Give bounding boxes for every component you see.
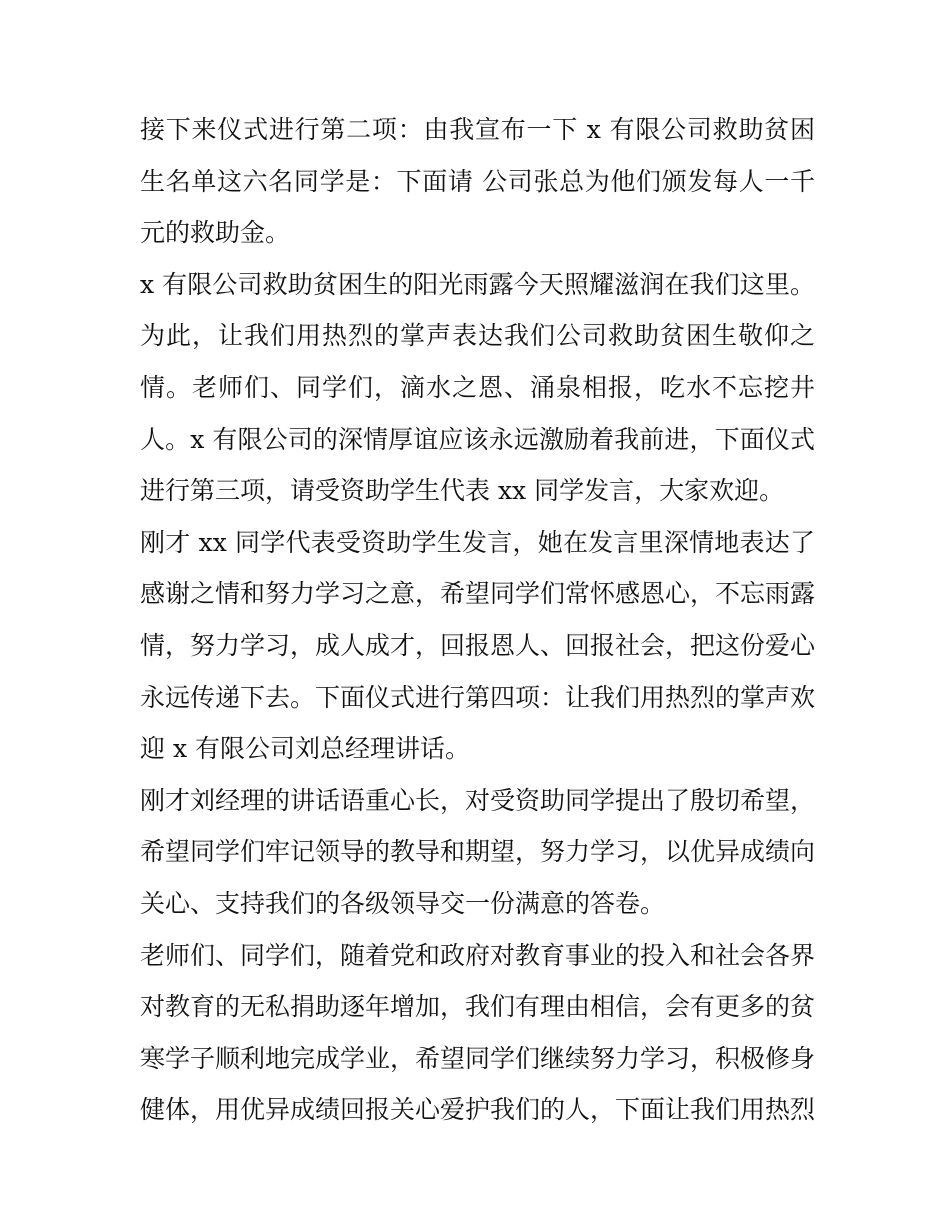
- paragraph-3: 刚才 xx 同学代表受资助学生发言，她在发言里深情地表达了感谢之情和努力学习之意，希望同学们常怀感恩心，不忘雨露情，努力学习，成人成才，回报恩人、回报社会，把这份爱心永远传递下去。下面仪式进行第四项：让我们用热烈的掌声欢迎 x 有限公司刘总经理讲话。: [140, 527, 816, 764]
- paragraph-2: x 有限公司救助贫困生的阳光雨露今天照耀滋润在我们这里。为此，让我们用热烈的掌声表达我们公司救助贫困生敬仰之情。老师们、同学们，滴水之恩、涌泉相报，吃水不忘挖井人。x 有限公司的深情厚谊应该永远激励着我前进，下面仪式进行第三项，请受资助学生代表 xx 同学发言，大家欢迎。: [140, 269, 815, 506]
- paragraph-1: 接下来仪式进行第二项：由我宣布一下 x 有限公司救助贫困生名单这六名同学是：下面请 公司张总为他们颁发每人一千元的救助金。: [140, 115, 815, 248]
- paragraph-5: 老师们、同学们，随着党和政府对教育事业的投入和社会各界对教育的无私捐助逐年增加，我们有理由相信，会有更多的贫寒学子顺利地完成学业，希望同学们继续努力学习，积极修身健体，用优异成绩回报关心爱护我们的人，下面让我们用热烈: [140, 940, 816, 1125]
- document-body: [140, 104, 815, 1136]
- paragraph-4: 刚才刘经理的讲话语重心长，对受资助同学提出了殷切希望，希望同学们牢记领导的教导和期望，努力学习，以优异成绩向关心、支持我们的各级领导交一份满意的答卷。: [140, 785, 816, 918]
